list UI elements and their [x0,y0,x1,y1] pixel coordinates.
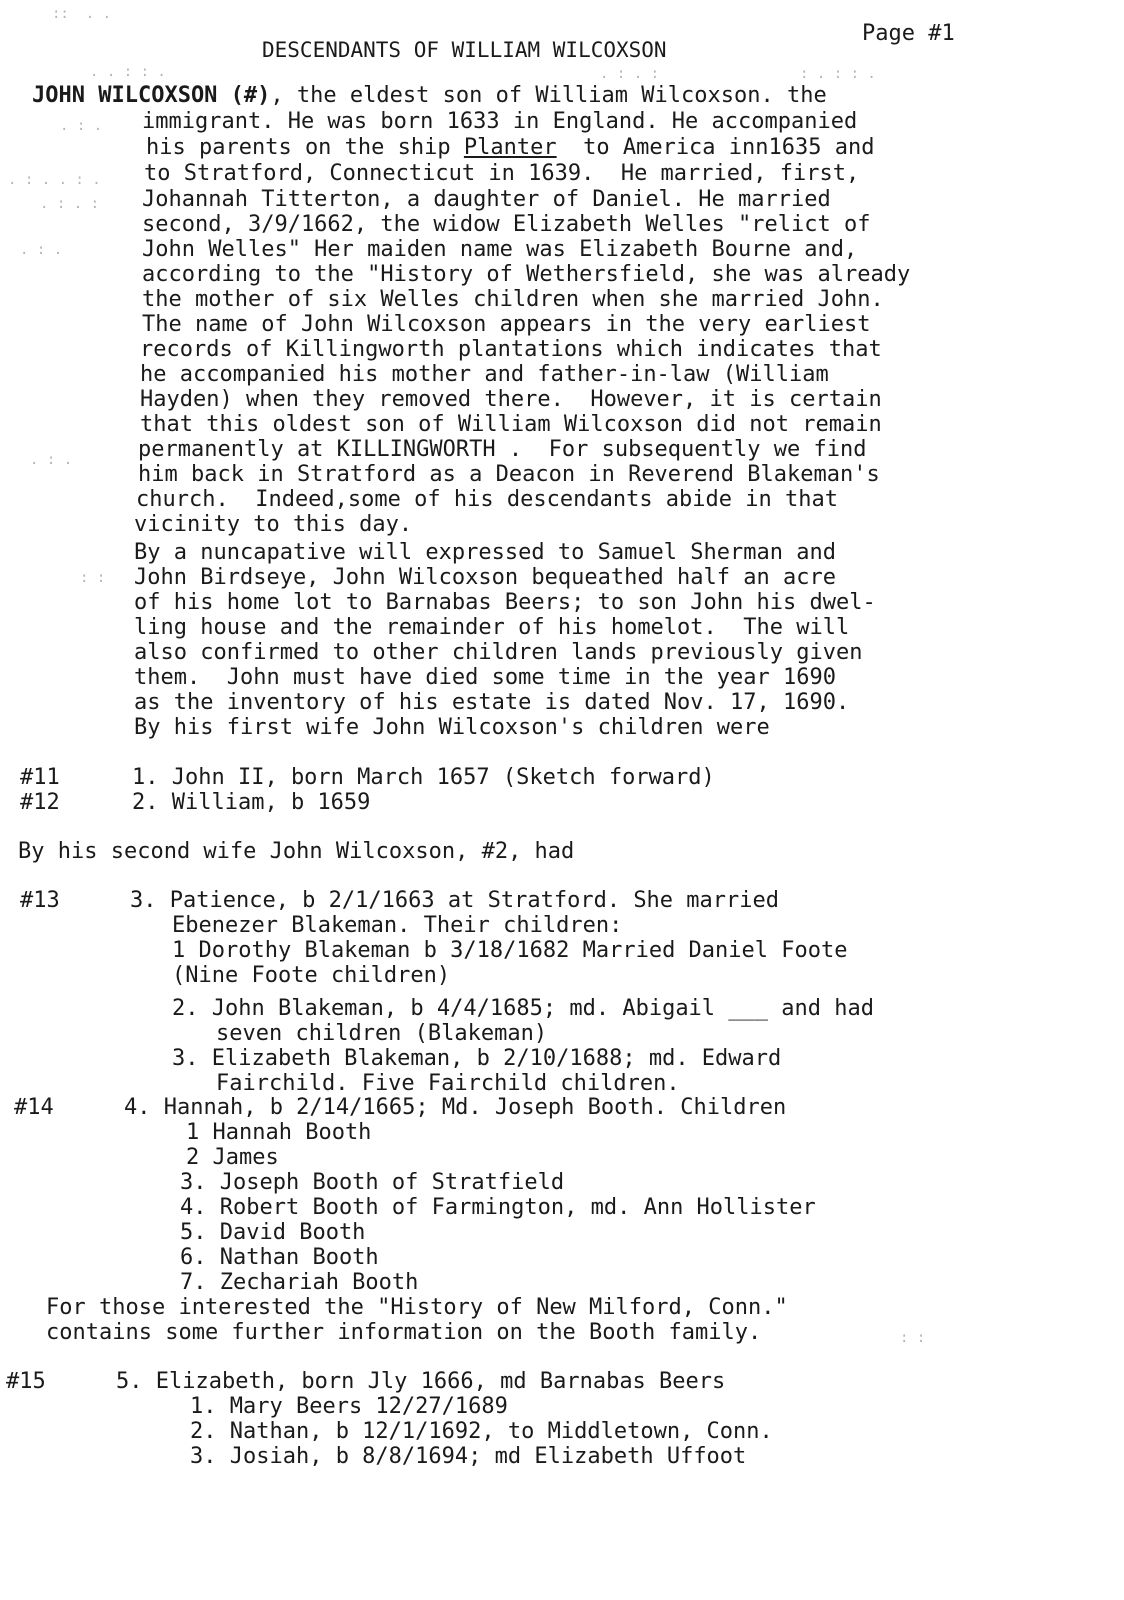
margin-speck: . : . [20,242,63,258]
child-entry: 5. Elizabeth, born Jly 1666, md Barnabas Beers [116,1369,726,1394]
intro-line-1: JOHN WILCOXSON (#), the eldest son of William Wilcoxson. the [32,83,827,108]
intro-line: the mother of six Welles children when she married John. [142,287,884,312]
page-number: Page #1 [862,21,955,46]
margin-speck: . : . . : . [8,172,101,188]
grandchild-entry-cont: Fairchild. Five Fairchild children. [216,1071,680,1096]
grandchild-entry: 2. John Blakeman, b 4/4/1685; md. Abigail ___ and had [172,996,874,1021]
second-wife-intro: By his second wife John Wilcoxson, #2, had [18,839,575,864]
margin-speck: :: . . [52,6,112,22]
grandchild-entry: 3. Josiah, b 8/8/1694; md Elizabeth Uffoot [190,1444,747,1469]
child-entry: 2. William, b 1659 [132,790,371,815]
grandchild-entry: 1 Dorothy Blakeman b 3/18/1682 Married Daniel Foote [172,938,848,963]
intro-line: his parents on the ship Planter to America inn1635 and [146,135,875,160]
intro-line: immigrant. He was born 1633 in England. He accompanied [142,109,858,134]
will-line: of his home lot to Barnabas Beers; to son John his dwel- [134,590,876,615]
grandchild-entry: 7. Zechariah Booth [180,1270,419,1295]
child-ref-number: #14 [14,1095,54,1120]
intro-line: Johannah Titterton, a daughter of Daniel. He married [142,187,831,212]
margin-speck: . : . : [40,196,100,212]
intro-line: according to the "History of Wethersfield, she was already [142,262,911,287]
child-entry: 3. Patience, b 2/1/1663 at Stratford. She married [130,888,780,913]
will-line: ling house and the remainder of his homelot. The will [134,615,850,640]
will-line: them. John must have died some time in the year 1690 [134,665,836,690]
intro-line: permanently at KILLINGWORTH . For subsequently we find [138,437,867,462]
margin-speck: : . : : . [800,66,876,82]
child-ref-number: #15 [6,1369,46,1394]
grandchild-entry: 3. Joseph Booth of Stratfield [180,1170,565,1195]
child-ref-number: #13 [20,888,60,913]
booth-note: contains some further information on the Booth family. [46,1320,762,1345]
margin-speck: : : [900,1330,926,1346]
intro-line: John Welles" Her maiden name was Elizabeth Bourne and, [142,237,858,262]
intro-line: Hayden) when they removed there. However, it is certain [140,387,882,412]
subject-name: JOHN WILCOXSON (#) [32,83,271,108]
grandchild-entry: 1 Hannah Booth [186,1120,372,1145]
margin-speck: . : . [30,452,73,468]
will-line: also confirmed to other children lands previously given [134,640,863,665]
page-title: DESCENDANTS OF WILLIAM WILCOXSON [262,38,667,62]
intro-line: to Stratford, Connecticut in 1639. He married, first, [144,161,860,186]
grandchild-entry: 6. Nathan Booth [180,1245,379,1270]
will-line: By a nuncapative will expressed to Samuel Sherman and [134,540,836,565]
grandchild-entry: 5. David Booth [180,1220,366,1245]
intro-line: he accompanied his mother and father-in-law (William [140,362,829,387]
child-ref-number: #11 [20,765,60,790]
will-line: By his first wife John Wilcoxson's children were [134,715,770,740]
grandchild-entry: 2 James [186,1145,279,1170]
grandchild-entry: 1. Mary Beers 12/27/1689 [190,1394,508,1419]
child-entry-cont: Ebenezer Blakeman. Their children: [172,913,623,938]
child-entry: 1. John II, born March 1657 (Sketch forward) [132,765,715,790]
will-line: as the inventory of his estate is dated Nov. 17, 1690. [134,690,850,715]
grandchild-entry-cont: (Nine Foote children) [172,963,451,988]
margin-speck: . : . [60,118,103,134]
child-entry: 4. Hannah, b 2/14/1665; Md. Joseph Booth. Children [124,1095,787,1120]
intro-line: that this oldest son of William Wilcoxson did not remain [140,412,882,437]
grandchild-entry-cont: seven children (Blakeman) [216,1021,548,1046]
intro-line: second, 3/9/1662, the widow Elizabeth Welles "relict of [142,212,871,237]
child-ref-number: #12 [20,790,60,815]
grandchild-entry: 3. Elizabeth Blakeman, b 2/10/1688; md. Edward [172,1046,782,1071]
booth-note: For those interested the "History of New Milford, Conn." [46,1295,788,1320]
ship-name: Planter [463,135,557,160]
margin-speck: . . : : . [90,64,166,80]
intro-line: The name of John Wilcoxson appears in the very earliest [142,312,871,337]
intro-line: church. Indeed,some of his descendants abide in that [136,487,838,512]
intro-line: records of Killingworth plantations which indicates that [140,337,882,362]
grandchild-entry: 2. Nathan, b 12/1/1692, to Middletown, Conn. [190,1419,773,1444]
intro-line: vicinity to this day. [134,512,413,537]
grandchild-entry: 4. Robert Booth of Farmington, md. Ann Hollister [180,1195,816,1220]
intro-line: him back in Stratford as a Deacon in Reverend Blakeman's [138,462,880,487]
margin-speck: : : [80,570,106,586]
will-line: John Birdseye, John Wilcoxson bequeathed half an acre [134,565,836,590]
margin-speck: . : . : [600,66,660,82]
